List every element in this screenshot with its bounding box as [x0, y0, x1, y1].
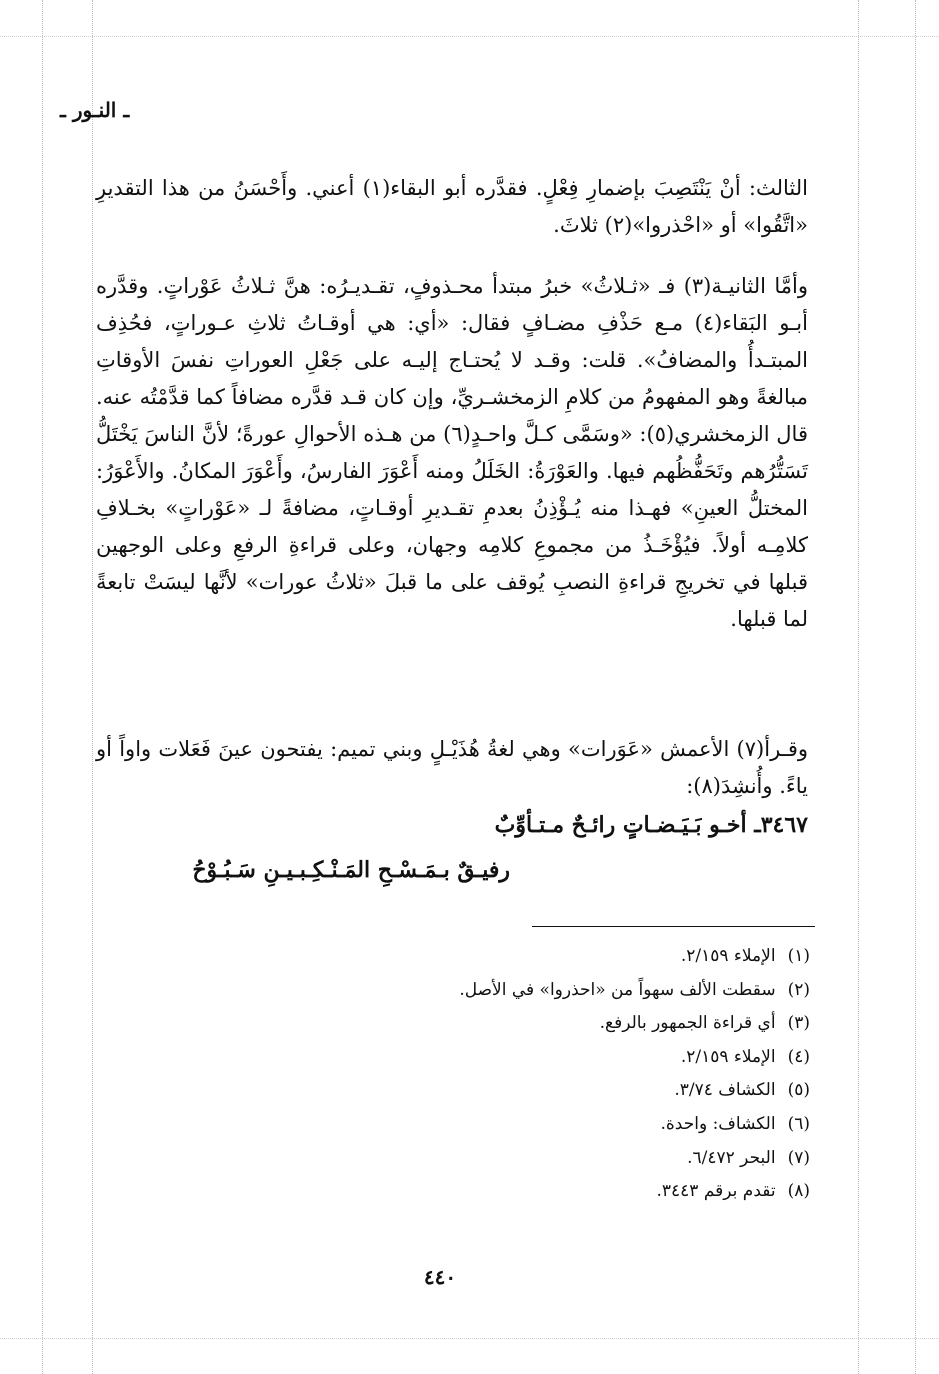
footnote-number: (٨): [787, 1181, 810, 1202]
footnote-item: [300, 1074, 810, 1108]
footnote-number: (٧): [787, 1147, 810, 1168]
page-number: ٤٤٠: [423, 1265, 457, 1289]
footnote-number: (٣): [787, 1013, 810, 1034]
footnote-text: الكشاف ٣/٧٤.: [674, 1080, 776, 1101]
footnote-number: (٢): [787, 979, 810, 1000]
verse-line-second-hemistich: رفيـقٌ بـمَـسْـحِ المَـنْـكِـبـيـنِ سَـبُـوْحُ: [192, 857, 510, 883]
footnote-text: الكشاف: واحدة.: [660, 1113, 776, 1134]
scan-guide-line: [0, 1338, 939, 1339]
footnote-text: أي قراءة الجمهور بالرفع.: [599, 1013, 776, 1034]
paragraph-text: وقـرأ(٧) الأعمش «عَوَرات» وهي لغةُ هُذَيْـلٍ وبني تميم: يفتحون عينَ فَعَلات واواً أو ياءً. وأُنشِدَ(٨):: [96, 737, 808, 798]
scan-guide-line: [915, 0, 916, 1374]
footnote-text: سقطت الألف سهواً من «احذروا» في الأصل.: [459, 979, 776, 1000]
footnote-number: (١): [787, 946, 810, 966]
footnote-item: [300, 1142, 810, 1176]
footnote-text: الإملاء ٢/١٥٩.: [680, 946, 776, 966]
verse-line-first-hemistich: ٣٤٦٧ـ أخـو بَـيَـضـاتٍ رائـحٌ مـتـأوِّبٌ: [494, 812, 808, 838]
footnote-divider: [532, 926, 815, 927]
footnotes-list: [300, 940, 810, 1209]
footnote-text: البحر ٦/٤٧٢.: [687, 1147, 776, 1168]
footnote-number: (٥): [787, 1080, 810, 1101]
paragraph-text: وأمَّا الثانيـة(٣) فـ «ثـلاثُ» خبرُ مبتدأ محـذوفٍ، تقـديـرُه: هنَّ ثـلاثُ عَوْراتٍ. وقدَّره أبـو البَقاء(٤) مـع حَذْفِ مضـافٍ فقال: «أي: هي أوقـاتُ ثلاثِ عـوراتٍ، فحُذِف المبتـدأُ والمضافُ». قلت: وقـد لا يُحتـاج إليـه على جَعْلِ العوراتِ نفسَ الأوقاتِ مبالغةً وهو المفهومُ من كلامِ الزمخشـريِّ، وإن كان قـد قدَّره مضافاً كما قدَّمْتُه عنه. قال الزمخشري(٥): «وسَمَّى كـلَّ واحـدٍ(٦) من هـذه الأحوالِ عورةً؛ لأنَّ الناسَ يَخْتَلُّ تَسَتُّرُهم وتَحَفُّظُهم فيها. والعَوْرَةُ: الخَلَلُ ومنه أَعْوَرَ الفارسُ، وأَعْوَرَ المكانُ. والأَعْوَرُ: المختلُّ العينِ» فهـذا منه يُـؤْذِنُ بعدمِ تقـديرِ أوقـاتٍ، مضافةً لـ «عَوْراتٍ» بخـلافِ كلامِـه أولاً. فيُؤْخَـذُ من مجموعِ كلامِه وجهان، وعلى قراءةِ الرفعِ وعلى الوجهين قبلها في تخريجِ قراءةِ النصبِ يُوقف على ما قبلَ «ثلاثُ عورات» لأنَّها ليسَتْ تابعةً لما قبلها.: [96, 274, 808, 631]
footnote-item: [300, 1108, 810, 1142]
scan-guide-line: [42, 0, 43, 1374]
footnote-item: [300, 974, 810, 1008]
body-paragraph: [96, 268, 808, 638]
footnote-item: [300, 1007, 810, 1041]
running-header: ـ النـور ـ: [60, 98, 130, 122]
footnote-text: الإملاء ٢/١٥٩.: [680, 1046, 776, 1067]
body-paragraph: [96, 731, 808, 805]
footnote-number: (٤): [787, 1046, 810, 1067]
scan-guide-line: [0, 36, 939, 37]
scan-guide-line: [92, 0, 93, 1374]
footnote-item: [300, 940, 810, 974]
footnote-item: [300, 1175, 810, 1209]
paragraph-text: الثالث: أنْ يَنْتَصِبَ بإضمارِ فِعْلٍ. فقدَّره أبو البقاء(١) أعني. وأَحْسَنُ من هذا التقديرِ «اتَّقُوا» أو «احْذروا»(٢) ثلاثَ.: [96, 176, 808, 237]
footnote-number: (٦): [787, 1113, 810, 1134]
footnote-item: [300, 1041, 810, 1075]
body-paragraph: [96, 170, 808, 244]
footnote-text: تقدم برقم ٣٤٤٣.: [656, 1181, 776, 1202]
scan-guide-line: [858, 0, 859, 1374]
